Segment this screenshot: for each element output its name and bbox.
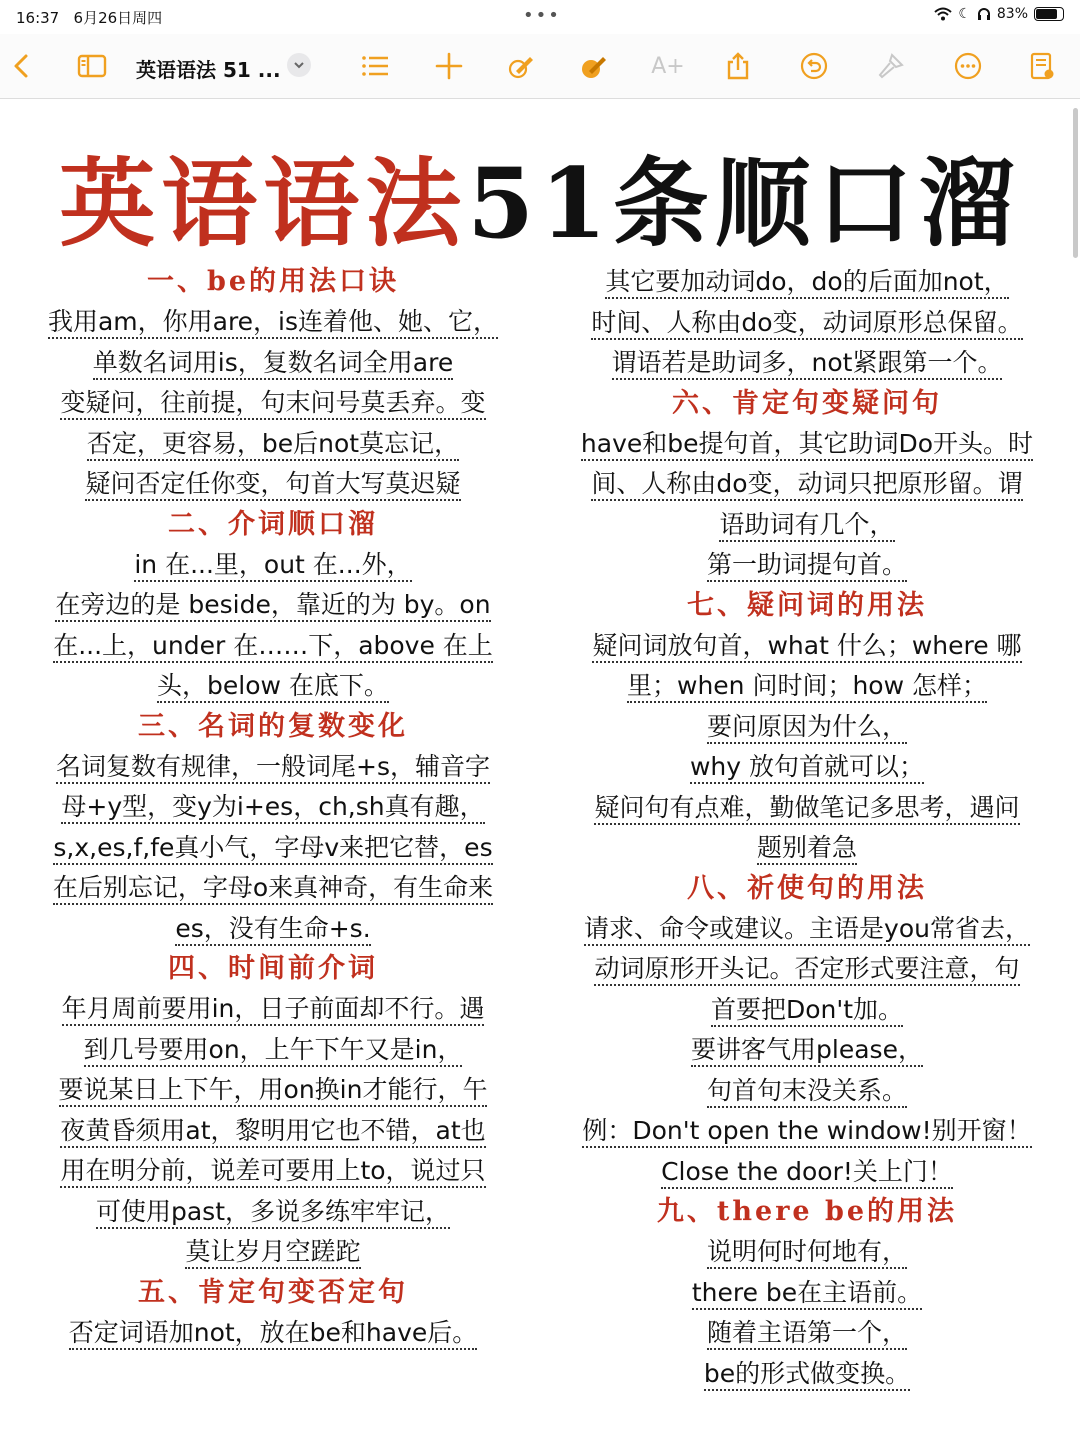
section-title: 五、肯定句变否定句 <box>138 1276 408 1308</box>
section-title: 九、there be的用法 <box>656 1196 958 1227</box>
text-line <box>18 343 528 384</box>
text-line-content: 疑问词放句首，what 什么；where 哪 <box>592 631 1021 663</box>
more-button[interactable] <box>950 48 986 84</box>
section-title: 四、时间前介词 <box>168 953 378 984</box>
text-line-content: be的形式做变换。 <box>704 1359 910 1391</box>
text-line-content: 到几号要用on，上午下午又是in， <box>84 1035 463 1067</box>
text-line-content: 首要把Don't加。 <box>711 995 903 1027</box>
section-title: 六、肯定句变疑问句 <box>672 387 942 419</box>
text-line-content: 句首句末没关系。 <box>707 1076 907 1108</box>
format-painter-icon <box>876 51 906 81</box>
text-line-content: 否定，更容易，be后not莫忘记， <box>87 429 459 461</box>
text-line-content: 谓语若是助词多，not紧跟第一个。 <box>612 348 1003 380</box>
text-line <box>552 747 1062 788</box>
text-line <box>552 1354 1062 1395</box>
text-line <box>18 545 528 586</box>
highlighter-icon <box>579 51 609 81</box>
text-line <box>552 949 1062 990</box>
undo-button[interactable] <box>796 48 832 84</box>
section-title: 八、祈使句的用法 <box>687 872 927 904</box>
sidebar-icon <box>77 51 107 81</box>
share-icon <box>723 51 753 81</box>
text-line-content: 题别着急 <box>757 833 857 865</box>
document-title[interactable]: 英语语法 51 ... <box>136 58 281 82</box>
text-line <box>552 626 1062 667</box>
text-line-content: 请求、命令或建议。主语是you常省去， <box>584 914 1030 946</box>
text-line-content: 母+y型，变y为i+es，ch,sh真有趣， <box>61 792 484 824</box>
text-line-content: 用在明分前，说差可要用上to，说过只 <box>60 1156 485 1188</box>
text-line-content: 要问原因为什么， <box>707 712 907 744</box>
section-title: 二、介词顺口溜 <box>168 508 378 540</box>
text-line <box>18 302 528 343</box>
text-line-content: 年月周前要用in，日子前面却不行。遇 <box>62 994 485 1026</box>
text-line-content: 在...上，under 在……下，above 在上 <box>53 631 493 663</box>
moon-icon: ☾ <box>958 6 971 22</box>
text-line <box>18 1111 528 1152</box>
text-line <box>552 909 1062 950</box>
text-line-content: why 放句首就可以； <box>690 752 924 784</box>
text-line-content: 夜黄昏须用at，黎明用它也不错，at也 <box>60 1116 485 1148</box>
text-line <box>552 1111 1062 1152</box>
text-line <box>18 1192 528 1233</box>
text-line <box>552 1071 1062 1112</box>
right-column <box>552 262 1062 1394</box>
list-button[interactable] <box>357 48 393 84</box>
left-column <box>18 262 528 1353</box>
text-line-content: 头，below 在底下。 <box>157 671 389 703</box>
text-line-content: 在后别忘记，字母o来真神奇，有生命来 <box>53 873 493 905</box>
text-line <box>18 989 528 1030</box>
text-line <box>18 464 528 505</box>
page-title-red: 英语语法 <box>59 147 468 260</box>
text-line-content: 要讲客气用please， <box>691 1035 923 1067</box>
text-line-content: 变疑问，往前提，句末问号莫丢弃。变 <box>60 388 485 420</box>
text-line <box>18 585 528 626</box>
text-line-content: 单数名词用is，复数名词全用are <box>93 348 453 380</box>
undo-icon <box>799 51 829 81</box>
pen-tool-button[interactable] <box>503 48 539 84</box>
status-right <box>934 6 1064 22</box>
text-line <box>18 787 528 828</box>
text-line-content: 第一助词提句首。 <box>707 550 907 582</box>
text-line-content: have和be提句首，其它助词Do开头。时 <box>581 429 1033 461</box>
text-line-content: s,x,es,f,fe真小气，字母v来把它替，es <box>53 833 492 865</box>
text-line-content: Close the door!关上门！ <box>661 1157 953 1189</box>
text-line-content: 要说某日上下午，用on换in才能行，午 <box>59 1075 488 1107</box>
text-line <box>552 990 1062 1031</box>
text-line-content: 说明何时何地有， <box>707 1237 907 1269</box>
text-line <box>18 666 528 707</box>
text-line <box>552 1313 1062 1354</box>
text-line <box>552 424 1062 465</box>
text-line <box>552 1273 1062 1314</box>
text-size-icon: A+ <box>651 53 685 79</box>
status-time: 16:37 6月26日周四 <box>16 9 163 27</box>
text-line-content: 例：Don't open the window!别开窗！ <box>582 1116 1031 1148</box>
back-button[interactable] <box>4 48 40 84</box>
text-line <box>18 909 528 950</box>
text-line-content: 随着主语第一个， <box>707 1318 907 1350</box>
text-line <box>18 868 528 909</box>
text-line-content: 否定词语加not，放在be和have后。 <box>69 1318 478 1350</box>
text-line <box>552 303 1062 344</box>
document-icon <box>1027 51 1057 81</box>
plus-icon <box>434 51 464 81</box>
text-line-content: 我用am，你用are，is连着他、她、它， <box>48 307 498 339</box>
text-size-button[interactable] <box>650 48 686 84</box>
text-line-content: 在旁边的是 beside，靠近的为 by。on <box>55 590 490 622</box>
text-line <box>18 1151 528 1192</box>
document-info-button[interactable] <box>1024 48 1060 84</box>
text-line <box>552 666 1062 707</box>
pen-icon <box>506 51 536 81</box>
text-line <box>552 1232 1062 1273</box>
share-button[interactable] <box>720 48 756 84</box>
text-line <box>18 1070 528 1111</box>
chevron-down-icon <box>293 59 305 71</box>
text-line-content: 其它要加动词do，do的后面加not， <box>605 267 1008 299</box>
multitasking-dots[interactable]: ••• <box>523 5 561 26</box>
text-line <box>552 788 1062 829</box>
text-line <box>552 707 1062 748</box>
more-icon <box>953 51 983 81</box>
text-line <box>18 1313 528 1354</box>
sidebar-button[interactable] <box>74 48 110 84</box>
text-line-content: 动词原形开头记。否定形式要注意，句 <box>594 954 1019 986</box>
list-icon <box>360 51 390 81</box>
text-line <box>18 747 528 788</box>
chevron-left-icon <box>7 51 37 81</box>
section-title: 一、be的用法口诀 <box>146 266 400 297</box>
page-title <box>0 128 1080 265</box>
text-line-content: 时间、人称由do变，动词原形总保留。 <box>591 308 1022 340</box>
text-line-content: 疑问句有点难，勤做笔记多思考，遇问 <box>594 793 1019 825</box>
toolbar <box>0 34 1080 99</box>
highlighter-button[interactable] <box>576 48 612 84</box>
text-line <box>552 505 1062 546</box>
text-line <box>552 343 1062 384</box>
text-line <box>18 424 528 465</box>
text-line-content: 间、人称由do变，动词只把原形留。谓 <box>591 469 1022 501</box>
text-line-content: in 在...里，out 在...外， <box>134 550 411 582</box>
text-line <box>552 262 1062 303</box>
text-line-content: 莫让岁月空蹉跎 <box>185 1237 360 1269</box>
title-menu-button[interactable] <box>287 53 311 77</box>
headphones-icon <box>977 7 991 21</box>
text-line <box>18 1030 528 1071</box>
text-line-content: 可使用past，多说多练牢牢记， <box>96 1197 450 1229</box>
text-line-content: 语助词有几个， <box>719 510 894 542</box>
battery-icon <box>1034 7 1064 21</box>
text-line-content: 里；when 问时间；how 怎样； <box>627 671 987 703</box>
text-line-content: 疑问否定任你变，句首大写莫迟疑 <box>85 469 460 501</box>
text-line <box>552 828 1062 869</box>
status-bar <box>0 0 1080 34</box>
format-painter-button[interactable] <box>873 48 909 84</box>
section-title: 三、名词的复数变化 <box>138 710 408 742</box>
page-title-black: 51条顺口溜 <box>467 147 1021 260</box>
text-line-content: 名词复数有规律，一般词尾+s，辅音字 <box>56 752 490 784</box>
text-line <box>552 464 1062 505</box>
text-line <box>18 828 528 869</box>
wifi-icon <box>934 7 952 21</box>
text-line <box>552 1030 1062 1071</box>
text-line <box>18 1232 528 1273</box>
add-button[interactable] <box>431 48 467 84</box>
section-title: 七、疑问词的用法 <box>687 589 927 621</box>
text-line <box>552 1152 1062 1193</box>
text-line-content: es，没有生命+s. <box>175 914 370 946</box>
text-line <box>552 545 1062 586</box>
battery-percent: 83% <box>996 6 1028 22</box>
text-line-content: there be在主语前。 <box>692 1278 922 1310</box>
text-line <box>18 383 528 424</box>
text-line <box>18 626 528 667</box>
